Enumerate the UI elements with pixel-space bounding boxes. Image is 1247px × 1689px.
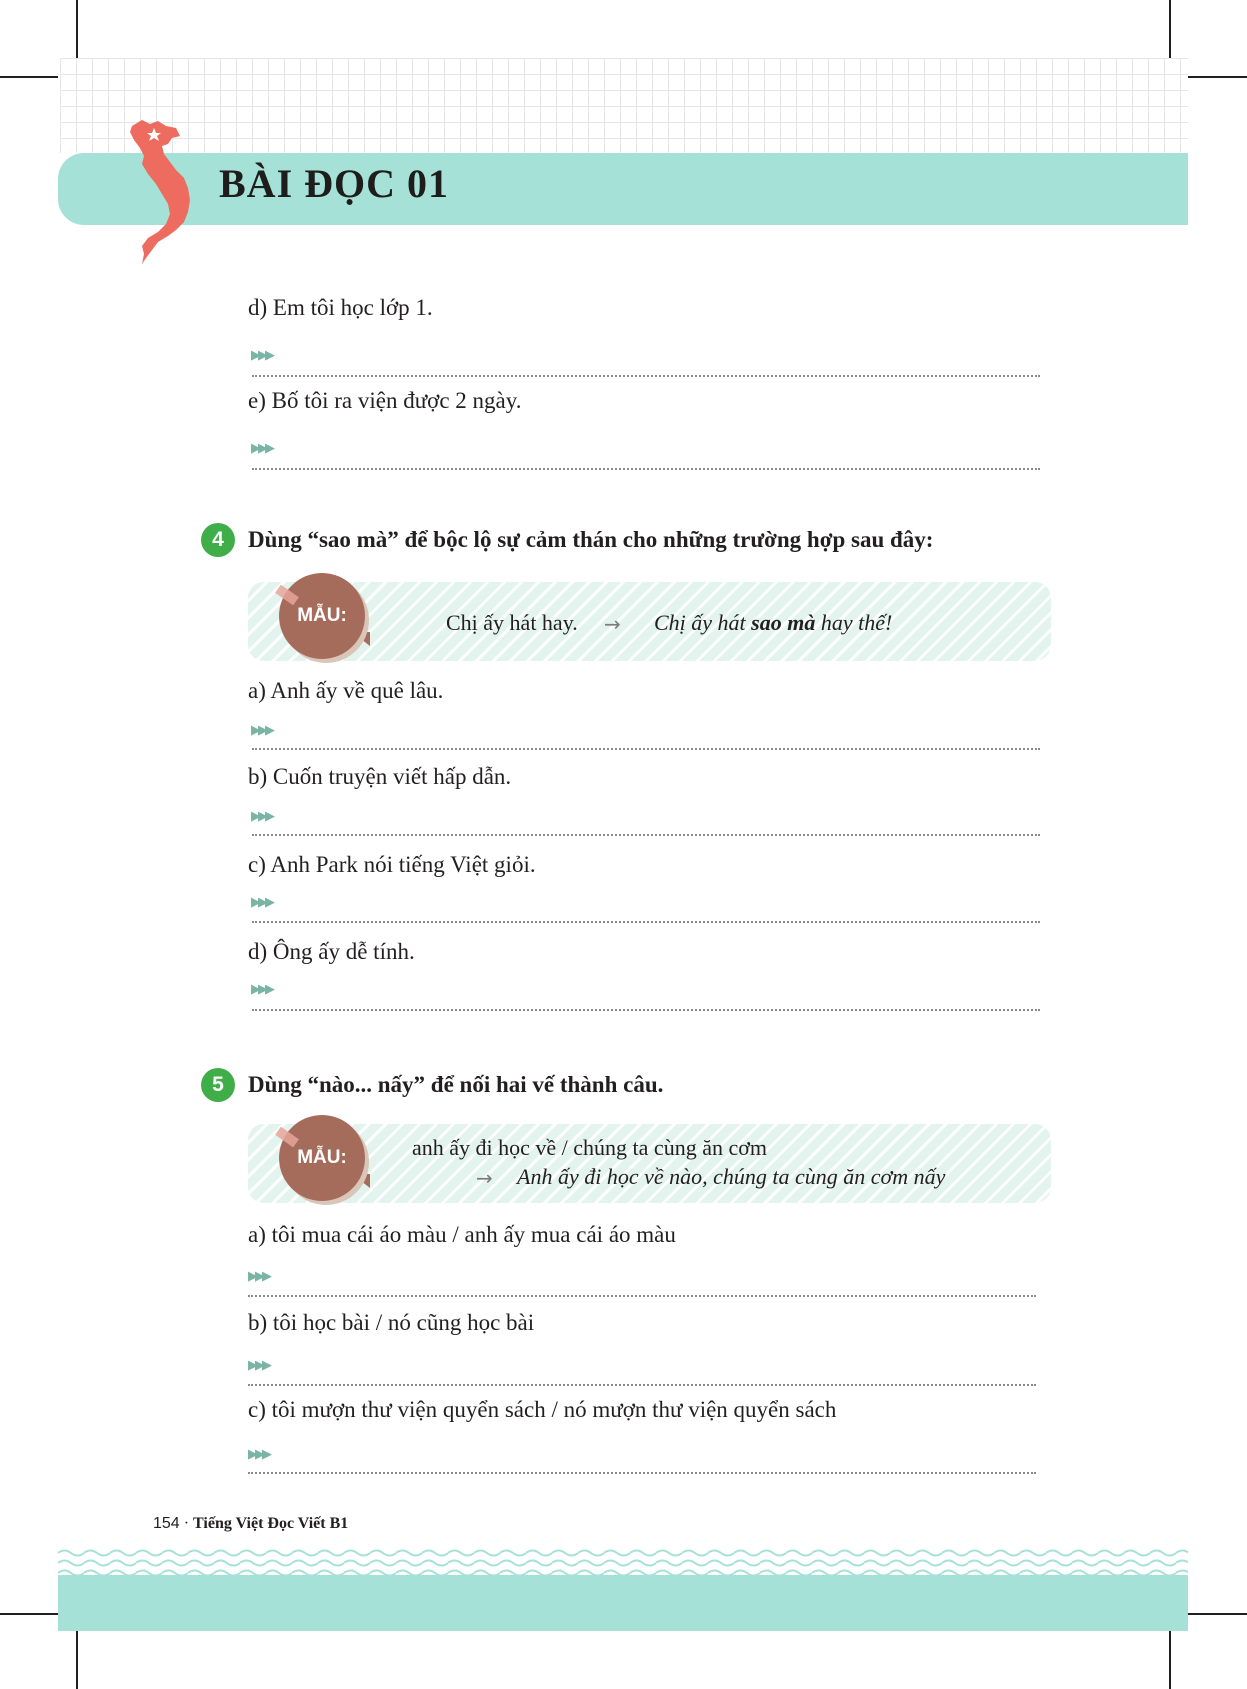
book-title: Tiếng Việt Đọc Viết B1 [193,1515,349,1532]
answer-marker-icon: ▶▶▶ [251,441,272,456]
sample-box [248,582,1051,661]
question-item: c) Anh Park nói tiếng Việt giỏi. [248,852,536,877]
answer-marker-icon: ▶▶▶ [248,1358,269,1373]
crop-mark [0,1613,58,1615]
answer-line[interactable] [252,375,1040,377]
answer-marker-icon: ▶▶▶ [251,809,272,824]
header-grid-background [60,58,1188,153]
sample-badge: MẪU: [279,573,365,659]
answer-line[interactable] [252,921,1040,923]
page-number: 154 [153,1515,180,1532]
arrow-icon: → [604,612,621,636]
question-item: c) tôi mượn thư viện quyển sách / nó mượn thư viện quyển sách [248,1397,837,1422]
footer-band [58,1575,1188,1631]
vietnam-map-icon [128,118,208,266]
crop-mark [0,76,58,78]
page-footer [153,1515,348,1533]
sample-answer: Chị ấy hát sao mà hay thế! [654,610,893,635]
exercise-instruction: Dùng “nào... nấy” để nối hai vế thành câu. [248,1072,664,1097]
question-item: b) Cuốn truyện viết hấp dẫn. [248,764,512,789]
exercise-instruction: Dùng “sao mà” để bộc lộ sự cảm thán cho những trường hợp sau đây: [248,527,934,552]
crop-mark [1188,76,1247,78]
crop-mark [76,1631,78,1689]
answer-marker-icon: ▶▶▶ [251,348,272,363]
answer-marker-icon: ▶▶▶ [248,1269,269,1284]
sample-prompt: anh ấy đi học về / chúng ta cùng ăn cơm [412,1135,767,1160]
answer-line[interactable] [252,834,1040,836]
answer-marker-icon: ▶▶▶ [251,895,272,910]
exercise-number-badge: 4 [201,523,235,557]
question-item: a) tôi mua cái áo màu / anh ấy mua cái áo màu [248,1222,676,1247]
question-item: e) Bố tôi ra viện được 2 ngày. [248,388,522,413]
answer-line[interactable] [248,1472,1036,1474]
answer-line[interactable] [252,468,1040,470]
arrow-icon: → [476,1166,493,1190]
question-item: d) Em tôi học lớp 1. [248,295,433,320]
footer-separator: · [179,1515,194,1532]
answer-line[interactable] [248,1384,1036,1386]
answer-line[interactable] [248,1295,1036,1297]
footer-wave-decoration [58,1548,1188,1578]
question-item: a) Anh ấy về quê lâu. [248,678,444,703]
question-item: b) tôi học bài / nó cũng học bài [248,1310,535,1335]
crop-mark [1169,0,1171,58]
answer-marker-icon: ▶▶▶ [251,723,272,738]
sample-answer: Anh ấy đi học về nào, chúng ta cùng ăn cơm nấy [517,1164,946,1189]
crop-mark [76,0,78,58]
sample-prompt: Chị ấy hát hay. [446,610,578,635]
exercise-number-badge: 5 [201,1068,235,1102]
crop-mark [1188,1613,1247,1615]
page-title: BÀI ĐỌC 01 [219,161,450,206]
answer-marker-icon: ▶▶▶ [248,1447,269,1462]
sample-badge: MẪU: [279,1115,365,1201]
question-item: d) Ông ấy dễ tính. [248,939,415,964]
answer-line[interactable] [252,748,1040,750]
crop-mark [1169,1631,1171,1689]
answer-line[interactable] [252,1009,1040,1011]
answer-marker-icon: ▶▶▶ [251,982,272,997]
